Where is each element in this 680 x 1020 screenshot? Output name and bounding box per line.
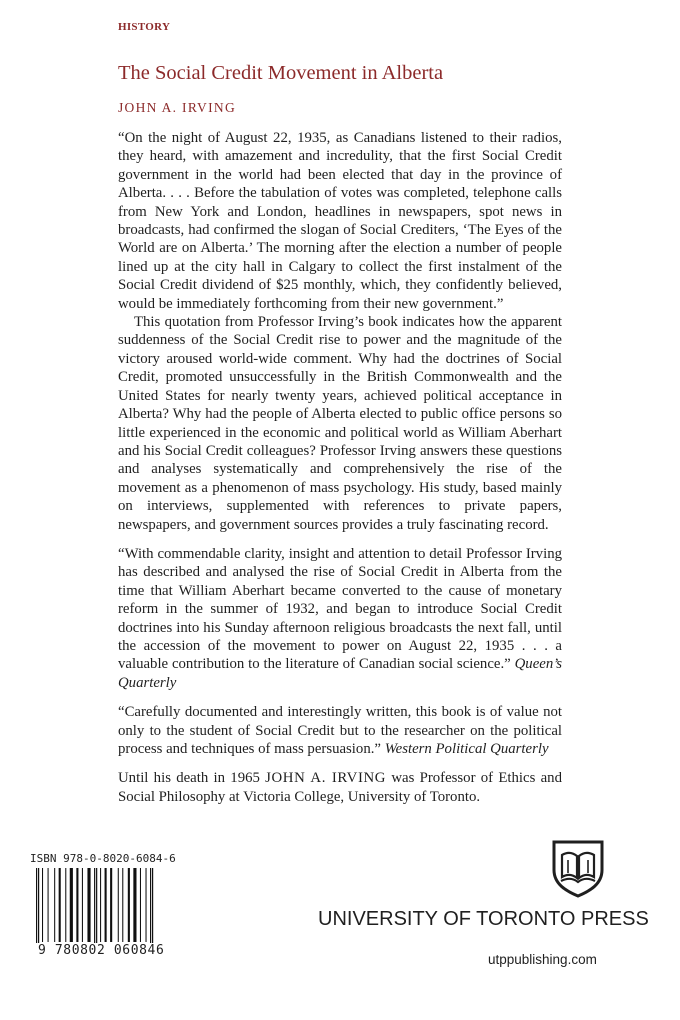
barcode-bar	[128, 868, 130, 942]
barcode-bar	[122, 868, 123, 942]
barcode-guard-bar	[94, 868, 95, 952]
review-quote-text: “Carefully documented and interestingly written, this book is of value not only to the student of Social Credit but to the researcher on the political process and techniques of mass persuasion.”	[118, 704, 562, 757]
review-source: Western Political Quarterly	[384, 741, 549, 757]
ean-number: 9 780802 060846	[36, 943, 167, 958]
blurb-text	[118, 129, 562, 806]
book-shield-icon	[552, 840, 604, 898]
publisher-website[interactable]: utppublishing.com	[488, 952, 597, 967]
book-title: The Social Credit Movement in Alberta	[118, 62, 444, 84]
barcode-bar	[140, 868, 141, 942]
barcode-bar	[54, 868, 55, 942]
author-bio-prefix: Until his death in 1965	[118, 770, 260, 787]
barcode-bar	[110, 868, 112, 942]
isbn-label: ISBN 978-0-8020-6084-6	[30, 852, 176, 865]
barcode-bar	[105, 868, 107, 942]
barcode-guard-bar	[152, 868, 153, 952]
barcode-bar	[87, 868, 90, 942]
barcode-bar	[100, 868, 101, 942]
author-bio-suffix: was Professor of Ethics and Social Philosophy at Victoria College, University of Toronto.	[118, 770, 562, 805]
opening-quote-paragraph: “On the night of August 22, 1935, as Canadians listened to their radios, they heard, with amazement and incredulity, that the first Social Credit government in the world had been elected that day in the province of Alberta. . . . Before the tabulation of votes was completed, telephone calls from New York and London, headlines in newspapers, spot news in broadcasts, had confirmed the slogan of Social Crediters, ‘The Eyes of the World are on Alberta.’ The morning after the election a number of people lined up at the city hall in Calgary to collect the first instalment of the Social Credit dividend of $25 monthly, which, they confidently believed, would be immediately forthcoming from their new government.”	[118, 130, 562, 312]
author-bio-name: JOHN A. IRVING	[265, 770, 387, 787]
barcode-bar	[65, 868, 66, 942]
description-paragraph: This quotation from Professor Irving’s book indicates how the apparent suddenness of the Social Credit rise to power and the magnitude of the victory aroused world-wide comment. Why had the doctrines of Social Credit, promoted unsuccessfully in the British Commonwealth and the United States for nearly twenty years, achieved political acceptance in Alberta? Why had the people of Alberta elected to public office persons so little experienced in the economic and political world as William Aberhart and his Social Credit colleagues? Professor Irving answers these questions and analyses systematically and comprehensively the rise of the movement as a phenomenon of mass psychology. His study, based mainly on interviews, supplemented with references to private papers, newspapers, and government sources provides a truly fascinating record.	[118, 314, 562, 533]
barcode-bar	[133, 868, 136, 942]
review-source: Queen’s Quarterly	[118, 656, 563, 691]
category-label: HISTORY	[118, 21, 171, 33]
review-quote-text: “With commendable clarity, insight and attention to detail Professor Irving has described and analysed the rise of Social Credit in Alberta from the time that William Aberhart became converted to the cause of monetary reform in the summer of 1932, and began to introduce Social Credit doctrines into his Sunday afternoon religious broadcasts the next fall, until the accession of the movement to power on August 22, 1935 . . . a valuable contribution to the literature of Canadian social science.”	[118, 545, 562, 673]
barcode-bar	[76, 868, 78, 942]
barcode-guard-bar	[38, 868, 39, 952]
publisher-name: UNIVERSITY OF TORONTO PRESS	[318, 908, 649, 930]
barcode-bar	[82, 868, 83, 942]
barcode-bar	[146, 868, 147, 942]
barcode-guard-bar	[150, 868, 151, 952]
barcode-bar	[118, 868, 119, 942]
author-bio-paragraph	[118, 769, 562, 806]
barcode-bar	[70, 868, 73, 942]
barcode-bar	[59, 868, 61, 942]
barcode-guard-bar	[36, 868, 37, 952]
barcode-bar	[42, 868, 43, 942]
barcode-guard-bar	[96, 868, 97, 952]
review-quote-paragraph	[118, 703, 562, 758]
book-author: JOHN A. IRVING	[118, 100, 236, 115]
review-quote-paragraph	[118, 545, 562, 692]
barcode-bar	[48, 868, 49, 942]
